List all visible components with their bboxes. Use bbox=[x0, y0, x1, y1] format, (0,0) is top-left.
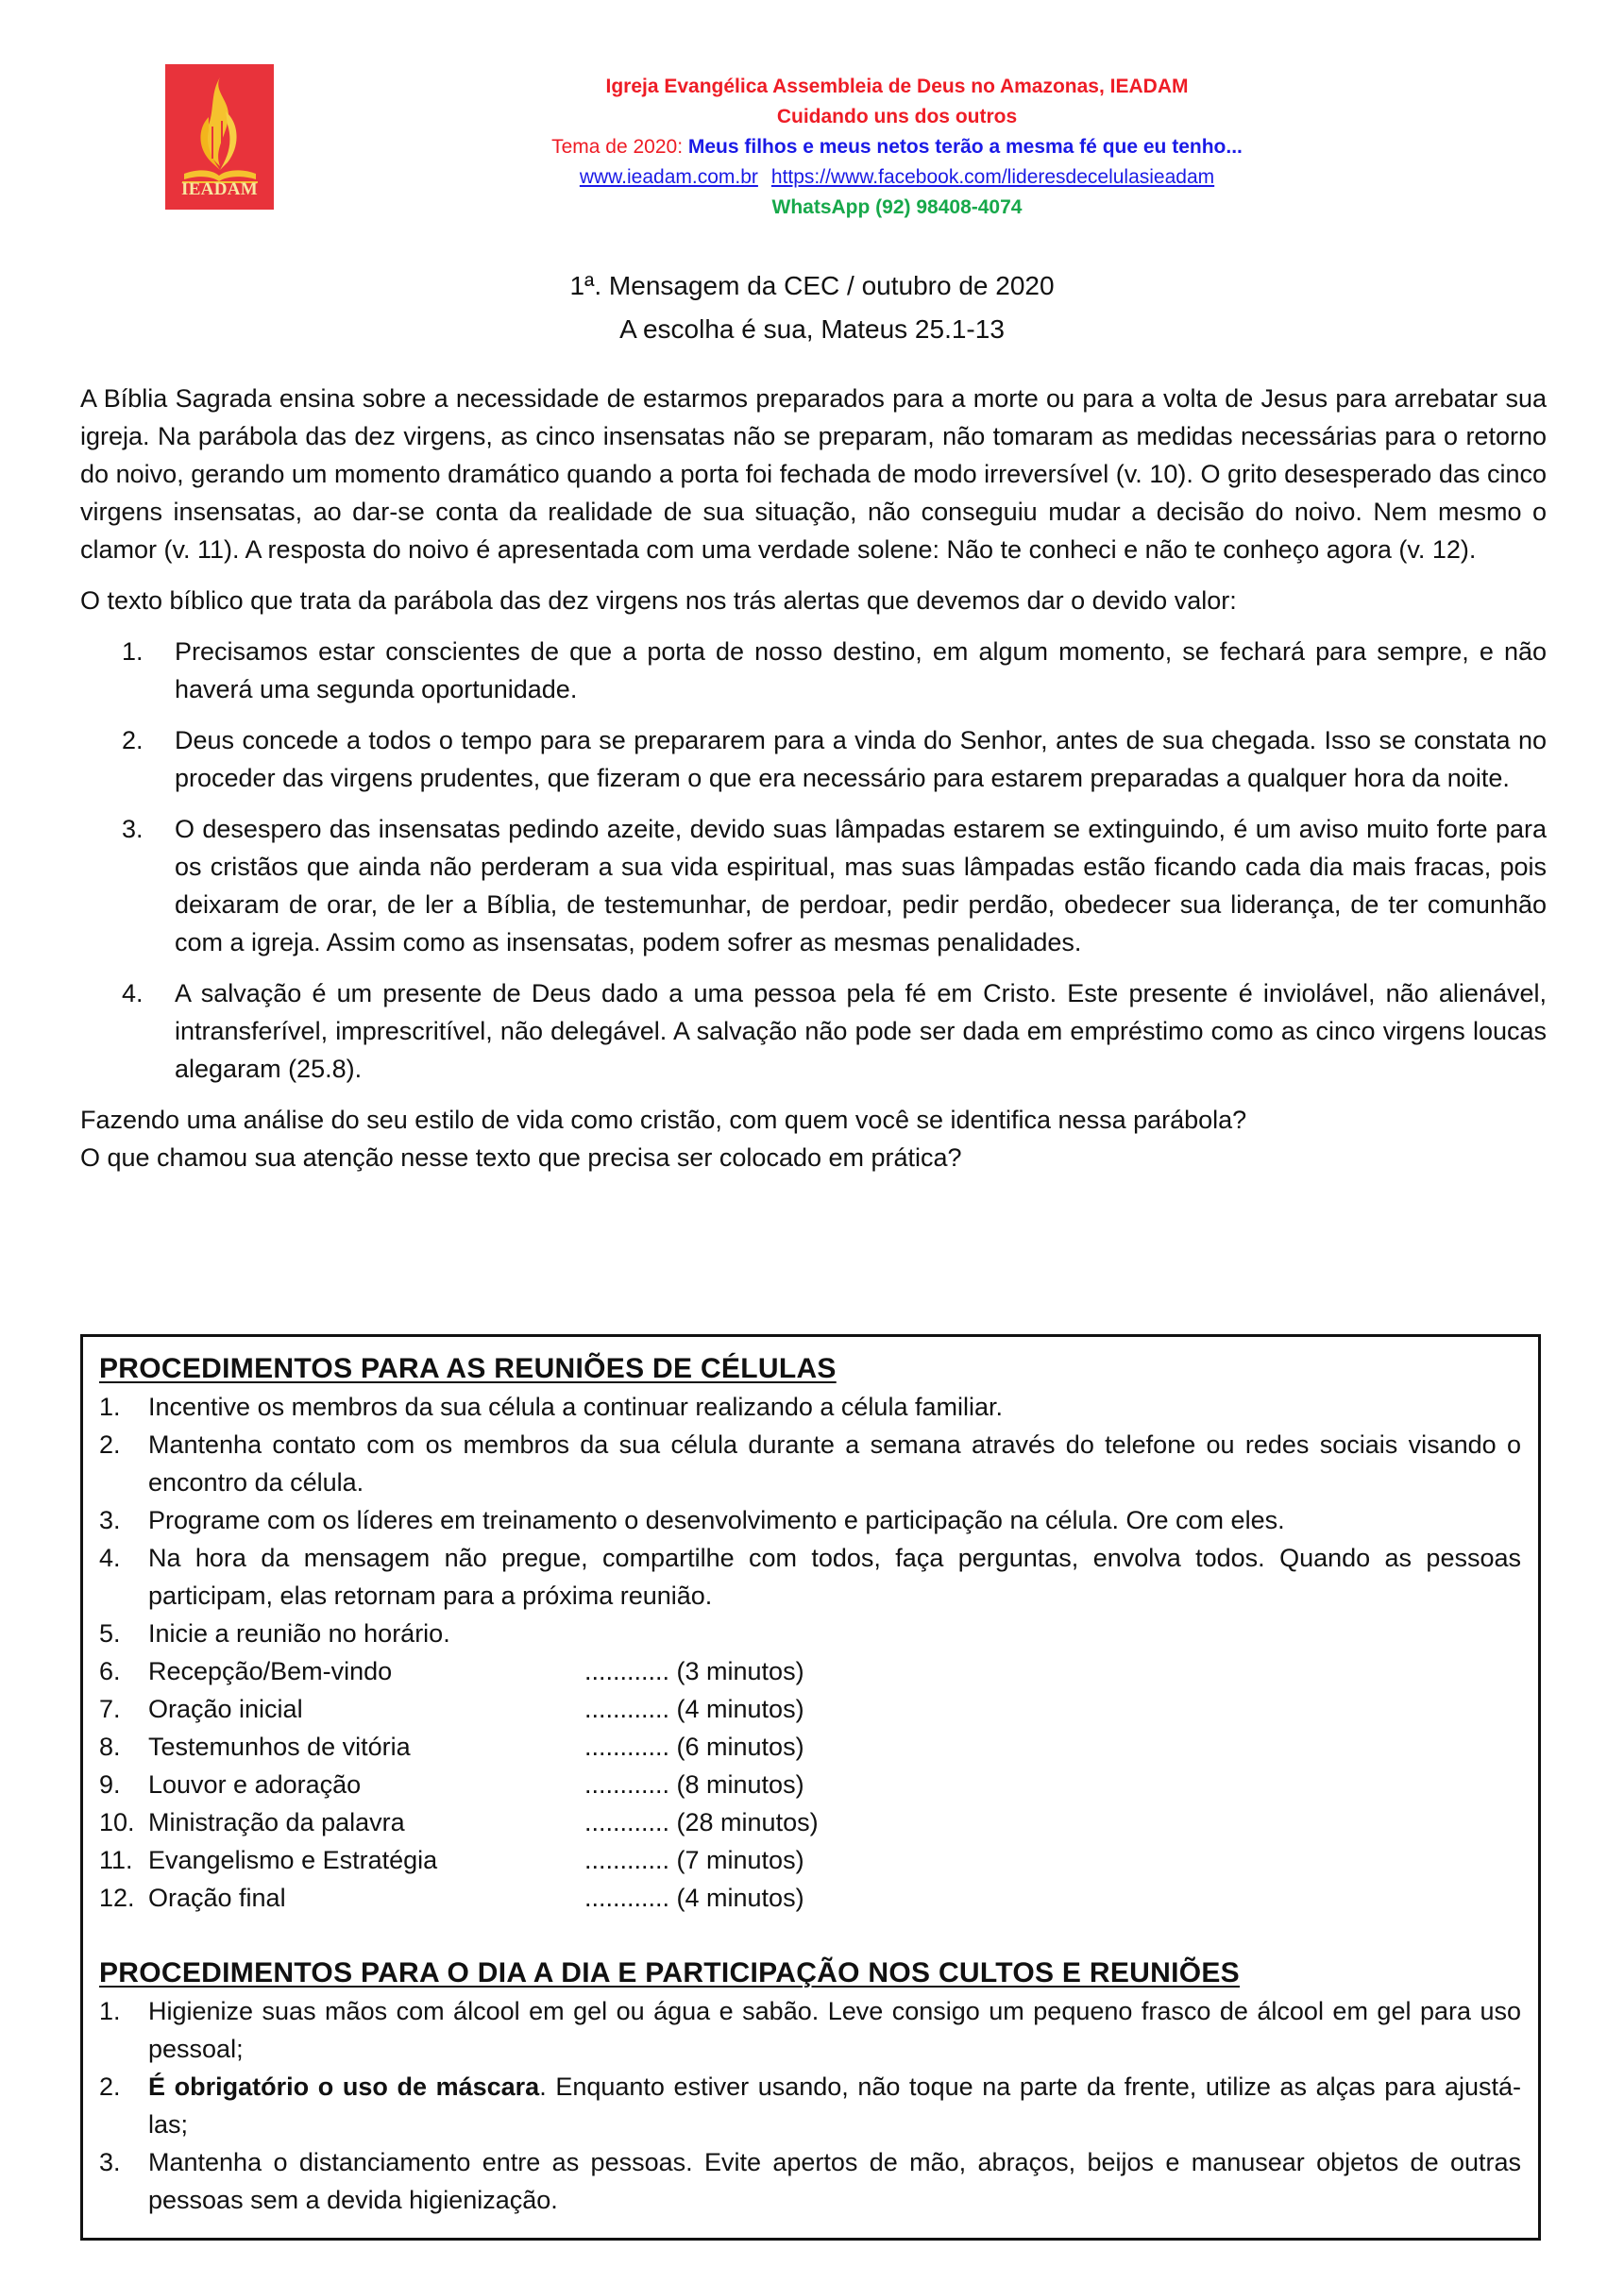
alerts-intro: O texto bíblico que trata da parábola das dez virgens nos trás alertas que devemos dar o devido valor: bbox=[80, 586, 1237, 615]
item-number: 9. bbox=[99, 1770, 121, 1799]
theme-line bbox=[378, 132, 1416, 162]
item-number: 2. bbox=[99, 1430, 121, 1459]
item-text: Programe com os líderes em treinamento o desenvolvimento e participação na célula. Ore com eles. bbox=[148, 1506, 1285, 1534]
reflection-questions bbox=[80, 1101, 1547, 1176]
schedule-item bbox=[99, 1803, 1521, 1841]
item-number: 7. bbox=[99, 1695, 121, 1723]
schedule-label: Testemunhos de vitória bbox=[148, 1733, 411, 1761]
item-number: 3. bbox=[99, 2148, 121, 2176]
intro-paragraph: A Bíblia Sagrada ensina sobre a necessidade de estarmos preparados para a morte ou para a volta de Jesus para arrebatar sua igreja. Na parábola das dez virgens, as cinco insensatas não se preparam, não tomaram as medidas necessárias para o retorno do noivo, gerando um momento dramático quando a porta foi fechada de modo irreversível (v. 10). O grito desesperado das cinco virgens insensatas, ao dar-se conta da realidade de sua situação, não conseguiu mudar a decisão do noivo. Nem mesmo o clamor (v. 11). A resposta do noivo é apresentada com uma verdade solene: Não te conheci e não te conheço agora (v. 12). bbox=[80, 384, 1547, 564]
item-text: Higienize suas mãos com álcool em gel ou água e sabão. Leve consigo um pequeno frasco de álcool em gel para uso pessoal; bbox=[148, 1997, 1521, 2063]
schedule-label: Oração final bbox=[148, 1884, 286, 1912]
item-number: 1. bbox=[99, 1393, 121, 1421]
item-number: 6. bbox=[99, 1657, 121, 1685]
daily-procedures-heading: PROCEDIMENTOS PARA O DIA A DIA E PARTICIPAÇÃO NOS CULTOS E REUNIÕES bbox=[99, 1957, 1240, 1988]
procedure-item bbox=[99, 1388, 1521, 1426]
schedule-label: Recepção/Bem-vindo bbox=[148, 1657, 393, 1685]
cells-procedures-heading: PROCEDIMENTOS PARA AS REUNIÕES DE CÉLULAS bbox=[99, 1353, 837, 1384]
schedule-item bbox=[99, 1728, 1521, 1766]
item-number: 1. bbox=[99, 1997, 121, 2025]
procedure-item bbox=[99, 1615, 1521, 1652]
schedule-item bbox=[99, 1690, 1521, 1728]
motto: Cuidando uns dos outros bbox=[776, 106, 1018, 127]
alert-item bbox=[80, 974, 1547, 1088]
daily-procedures-list bbox=[99, 1992, 1521, 2219]
schedule-duration: ............ (4 minutos) bbox=[584, 1884, 804, 1912]
schedule-duration: ............ (3 minutos) bbox=[584, 1657, 804, 1685]
daily-item bbox=[99, 2068, 1521, 2143]
schedule-item bbox=[99, 1652, 1521, 1690]
procedures-box bbox=[80, 1334, 1541, 2241]
item-number: 3. bbox=[99, 1506, 121, 1534]
item-text: Mantenha contato com os membros da sua célula durante a semana através do telefone ou redes sociais visando o encontro da célula. bbox=[148, 1430, 1521, 1497]
daily-item bbox=[99, 1992, 1521, 2068]
item-number: 2. bbox=[99, 2073, 121, 2101]
schedule-duration: ............ (6 minutos) bbox=[584, 1733, 804, 1761]
question-2: O que chamou sua atenção nesse texto que precisa ser colocado em prática? bbox=[80, 1143, 962, 1172]
schedule-item bbox=[99, 1879, 1521, 1917]
item-text: Mantenha o distanciamento entre as pessoas. Evite apertos de mão, abraços, beijos e manusear objetos de outras pessoas sem a devida higienização. bbox=[148, 2148, 1521, 2214]
item-number: 4. bbox=[99, 1544, 121, 1572]
daily-item bbox=[99, 2143, 1521, 2219]
message-body bbox=[80, 380, 1547, 1176]
schedule-duration: ............ (4 minutos) bbox=[584, 1695, 804, 1723]
item-text: Incentive os membros da sua célula a continuar realizando a célula familiar. bbox=[148, 1393, 1003, 1421]
schedule-item bbox=[99, 1841, 1521, 1879]
theme-text: Meus filhos e meus netos terão a mesma fé que eu tenho... bbox=[687, 136, 1243, 158]
alert-number: 1. bbox=[122, 637, 144, 666]
question-1: Fazendo uma análise do seu estilo de vida como cristão, com quem você se identifica nessa parábola? bbox=[80, 1106, 1247, 1134]
website-link[interactable]: www.ieadam.com.br bbox=[579, 166, 758, 188]
schedule-label: Louvor e adoração bbox=[148, 1770, 362, 1799]
schedule-duration: ............ (8 minutos) bbox=[584, 1770, 804, 1799]
item-number: 11. bbox=[99, 1846, 133, 1874]
message-title bbox=[0, 264, 1624, 351]
alert-item bbox=[80, 810, 1547, 961]
links-line bbox=[378, 162, 1416, 193]
schedule-duration: ............ (28 minutos) bbox=[584, 1808, 819, 1836]
alerts-list bbox=[80, 633, 1547, 1088]
alert-text: A salvação é um presente de Deus dado a uma pessoa pela fé em Cristo. Este presente é inviolável, não alienável, intransferível, imprescritível, não delegável. A salvação não pode ser dada em empréstimo como as cinco virgens loucas alegaram (25.8). bbox=[175, 979, 1547, 1083]
ieadam-logo bbox=[165, 64, 274, 210]
schedule-duration: ............ (7 minutos) bbox=[584, 1846, 804, 1874]
procedure-item bbox=[99, 1426, 1521, 1501]
schedule-label: Oração inicial bbox=[148, 1695, 303, 1723]
whatsapp-contact: WhatsApp (92) 98408-4074 bbox=[771, 196, 1023, 218]
item-number: 10. bbox=[99, 1808, 135, 1836]
alert-item bbox=[80, 633, 1547, 708]
item-number: 12. bbox=[99, 1884, 135, 1912]
schedule-label: Ministração da palavra bbox=[148, 1808, 405, 1836]
schedule-label: Evangelismo e Estratégia bbox=[148, 1846, 438, 1874]
alert-item bbox=[80, 721, 1547, 797]
letterhead bbox=[378, 72, 1416, 223]
item-number: 5. bbox=[99, 1619, 121, 1648]
item-number: 8. bbox=[99, 1733, 121, 1761]
logo-text: IEADAM bbox=[181, 179, 258, 199]
procedure-item bbox=[99, 1539, 1521, 1615]
alert-number: 2. bbox=[122, 726, 144, 754]
title-line-1: 1ª. Mensagem da CEC / outubro de 2020 bbox=[569, 271, 1055, 300]
alert-text: Precisamos estar conscientes de que a porta de nosso destino, em algum momento, se fechará para sempre, e não haverá uma segunda oportunidade. bbox=[175, 637, 1547, 703]
item-text: Inicie a reunião no horário. bbox=[148, 1619, 450, 1648]
title-line-2: A escolha é sua, Mateus 25.1-13 bbox=[619, 314, 1005, 344]
alert-text: O desespero das insensatas pedindo azeite, devido suas lâmpadas estarem se extinguindo, é um aviso muito forte para os cristãos que ainda não perderam a sua vida espiritual, mas suas lâmpadas estão ficando cada dia mais fracas, pois deixaram de orar, de ler a Bíblia, de testemunhar, de perdoar, pedir perdão, obedecer sua liderança, de ter comunhão com a igreja. Assim como as insensatas, podem sofrer as mesmas penalidades. bbox=[175, 815, 1547, 956]
org-name: Igreja Evangélica Assembleia de Deus no Amazonas, IEADAM bbox=[605, 76, 1189, 97]
mask-required-emphasis: É obrigatório o uso de máscara bbox=[148, 2073, 540, 2101]
alert-text: Deus concede a todos o tempo para se prepararem para a vinda do Senhor, antes de sua chegada. Isso se constata no proceder das virgens prudentes, que fizeram o que era necessário para estarem preparadas a qualquer hora da noite. bbox=[175, 726, 1547, 792]
theme-label: Tema de 2020: bbox=[551, 136, 688, 158]
cells-procedures-list bbox=[99, 1388, 1521, 1917]
alert-number: 4. bbox=[122, 979, 144, 1007]
alert-number: 3. bbox=[122, 815, 144, 843]
facebook-link[interactable]: https://www.facebook.com/lideresdecelulasieadam bbox=[770, 166, 1215, 188]
procedure-item bbox=[99, 1501, 1521, 1539]
item-text: Na hora da mensagem não pregue, compartilhe com todos, faça perguntas, envolva todos. Quando as pessoas participam, elas retornam para a próxima reunião. bbox=[148, 1544, 1521, 1610]
schedule-item bbox=[99, 1766, 1521, 1803]
item-text: . Enquanto estiver usando, não toque na parte da frente, utilize as alças para ajustá-las; bbox=[148, 2073, 1522, 2139]
